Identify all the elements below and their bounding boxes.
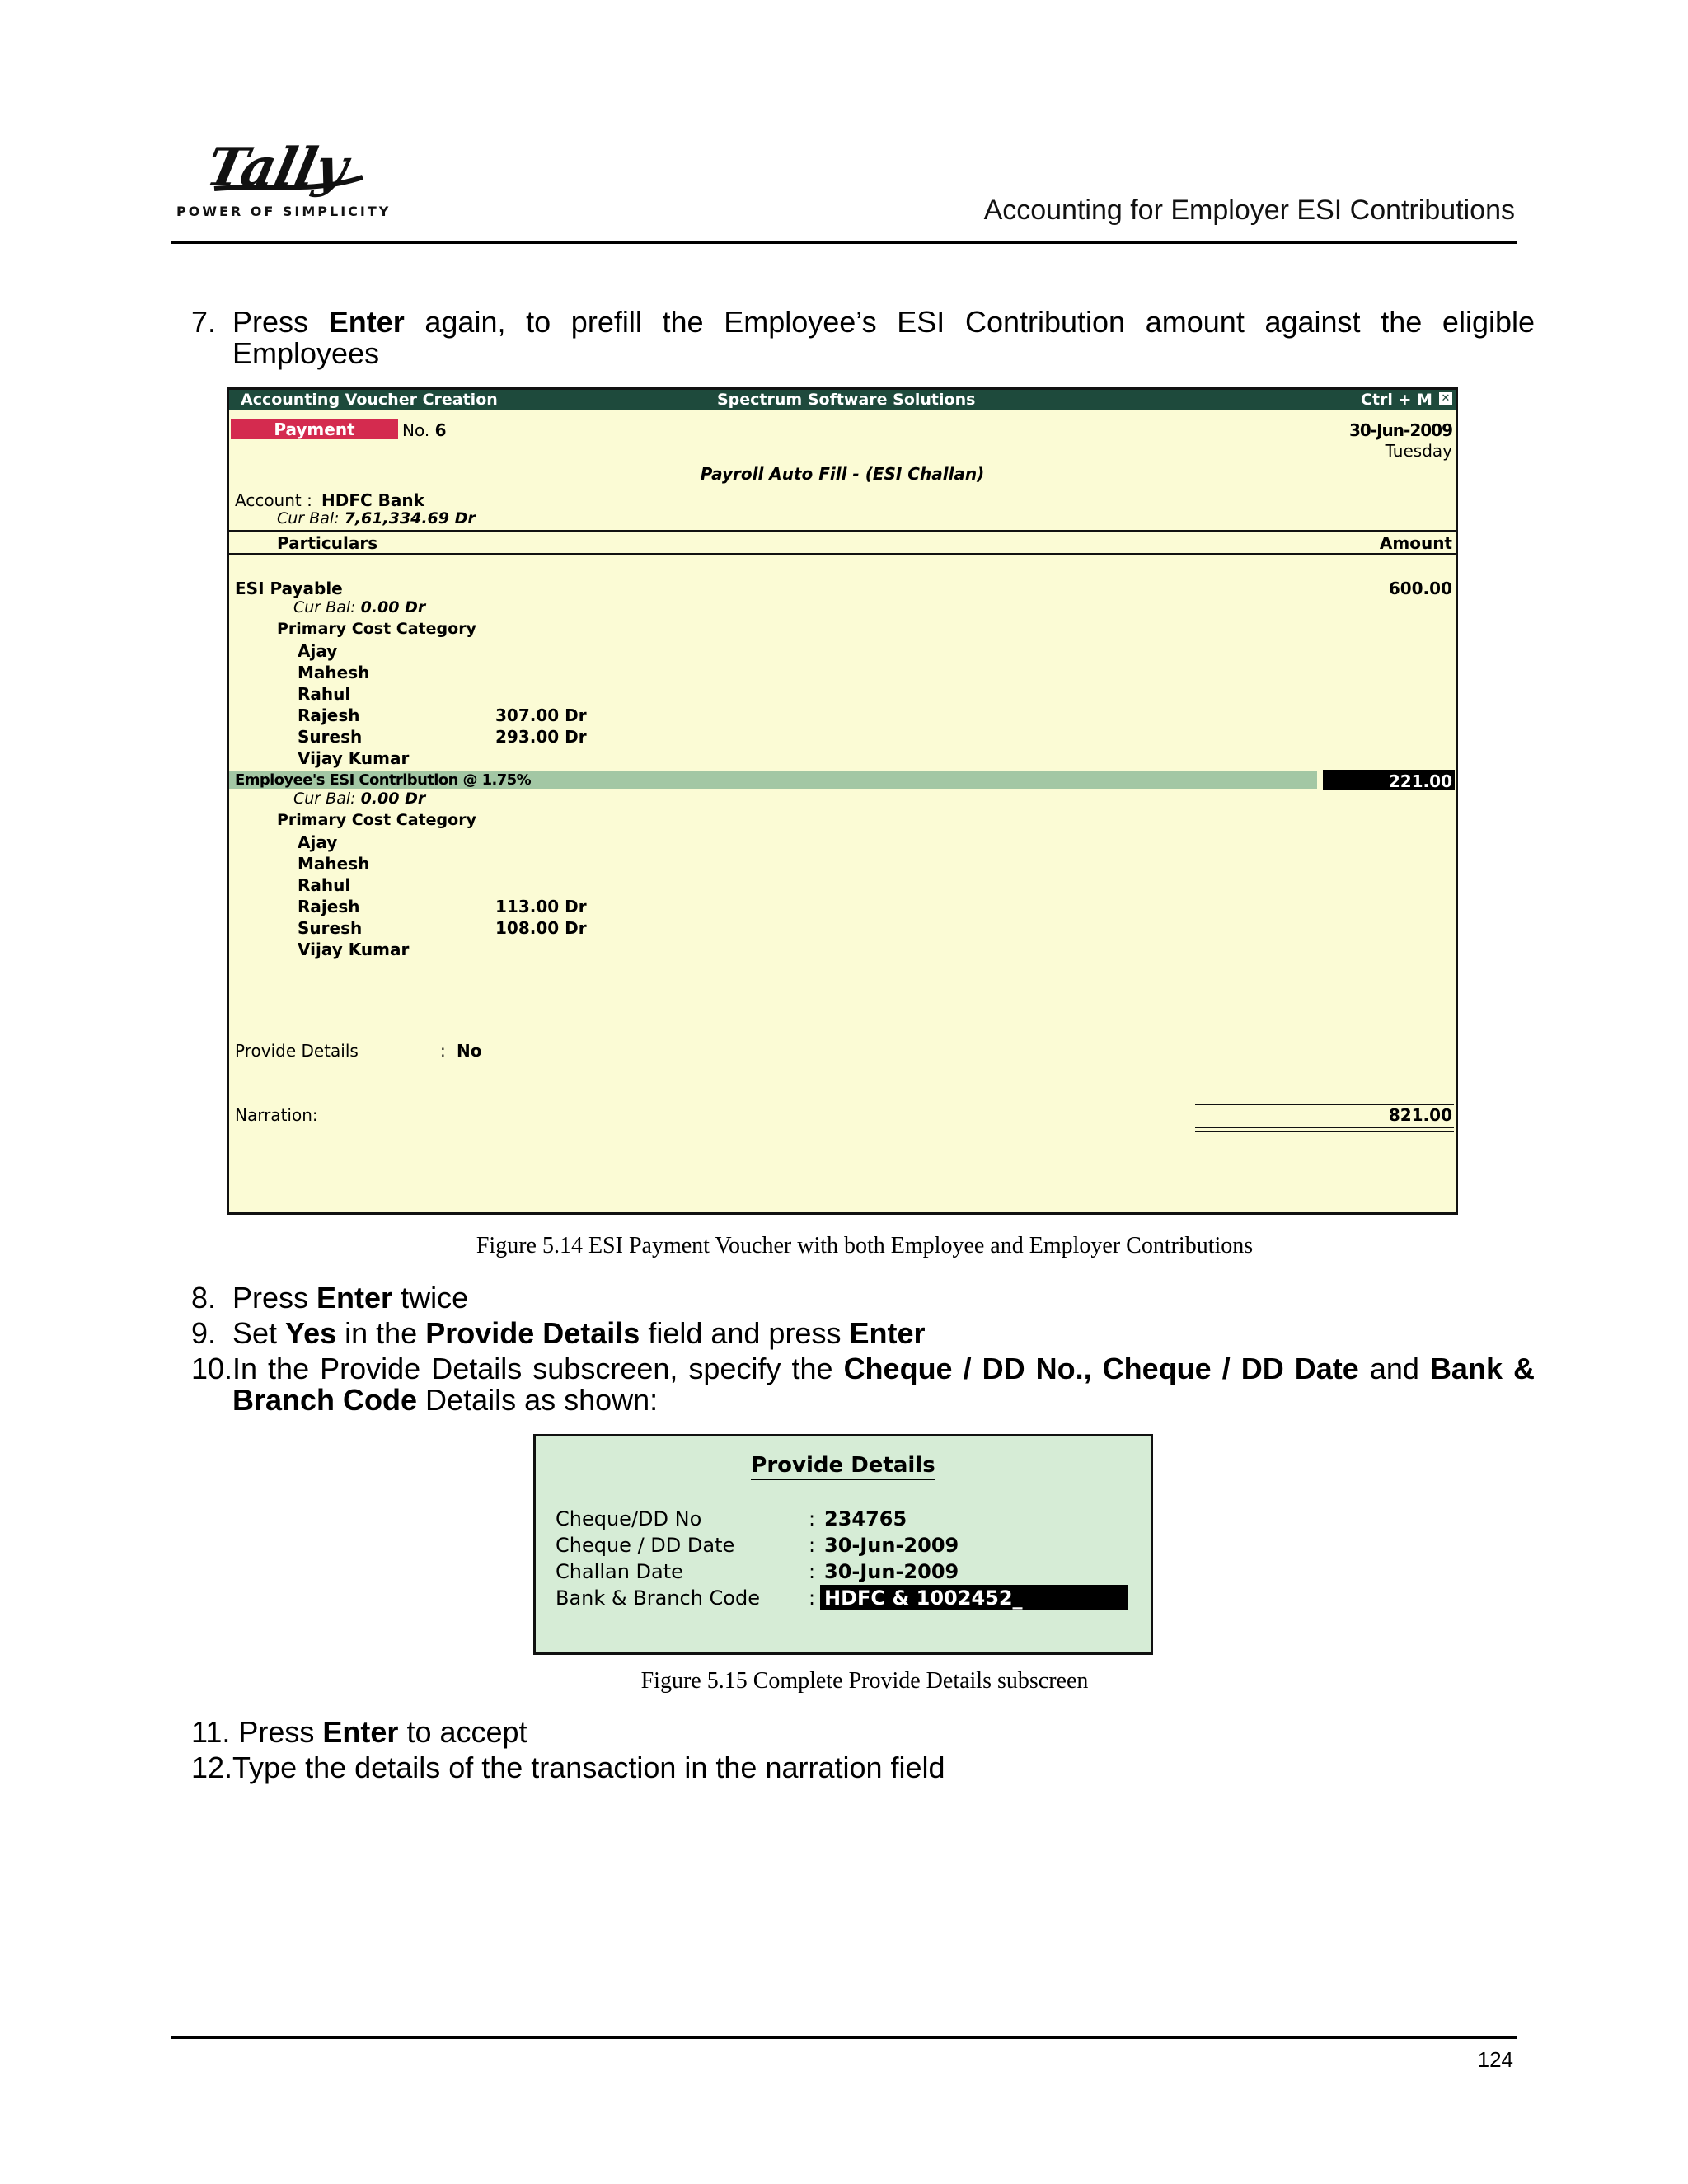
employee-name[interactable]: Mahesh [298, 854, 370, 874]
field-label: Cheque / DD Date [556, 1534, 735, 1557]
employee-name[interactable]: Rajesh [298, 897, 360, 916]
ledger-balance [293, 790, 425, 808]
step-text: twice [392, 1281, 469, 1315]
step-keyword: Enter [849, 1316, 926, 1350]
field-colon: : [809, 1586, 816, 1610]
voucher-day: Tuesday [1385, 441, 1452, 461]
field-colon: : [809, 1560, 816, 1583]
company-name: Spectrum Software Solutions [717, 391, 976, 409]
step-11 [191, 1717, 1493, 1748]
voucher-no-value: 6 [434, 420, 447, 440]
step-text: in the [336, 1316, 426, 1350]
voucher-total: 821.00 [1388, 1105, 1452, 1125]
cheque-no-field[interactable]: 234765 [824, 1507, 907, 1530]
step-text: again, to prefill the Employee’s ESI Contribution amount against the eligible Employees [232, 305, 1535, 370]
page-header-title: Accounting for Employer ESI Contributions [983, 194, 1515, 226]
step-number: 11. [191, 1715, 231, 1749]
provide-details-label: Provide Details [235, 1041, 359, 1061]
page-number: 124 [1477, 2047, 1513, 2072]
voucher-type-badge[interactable]: Payment [231, 419, 398, 439]
employee-name[interactable]: Ajay [298, 832, 338, 852]
subscreen-title [536, 1453, 1151, 1478]
cost-category: Primary Cost Category [277, 620, 476, 638]
svg-text:Tally: Tally [200, 136, 354, 199]
cur-bal-value: 7,61,334.69 Dr [344, 509, 476, 527]
column-rule-bottom [229, 553, 1456, 555]
total-rule-bottom [1195, 1127, 1454, 1128]
step-number: 9. [191, 1316, 217, 1350]
step-keyword: Enter [328, 305, 405, 339]
step-text: and [1358, 1352, 1430, 1385]
employee-amount[interactable]: 113.00 Dr [495, 897, 587, 916]
step-keyword: Enter [322, 1715, 399, 1749]
step-text: Details as shown: [417, 1383, 659, 1417]
bank-branch-field[interactable]: HDFC & 1002452_ [824, 1586, 1023, 1610]
tally-titlebar [229, 390, 1456, 410]
ledger-amount[interactable]: 600.00 [1388, 579, 1452, 598]
voucher-no [402, 420, 446, 440]
step-12 [191, 1752, 1493, 1783]
step-keyword: Cheque / DD No., Cheque / DD Date [843, 1352, 1359, 1385]
ledger-name[interactable]: Employee's ESI Contribution @ 1.75% [235, 771, 532, 789]
col-amount: Amount [1379, 533, 1452, 553]
cur-bal-label: Cur Bal: [293, 790, 356, 808]
challan-date-field[interactable]: 30-Jun-2009 [824, 1560, 959, 1583]
employee-amount[interactable]: 108.00 Dr [495, 918, 587, 938]
step-10 [191, 1353, 1535, 1416]
field-colon: : [809, 1507, 816, 1530]
cur-bal-value: 0.00 Dr [360, 790, 426, 808]
employee-name[interactable]: Rahul [298, 684, 351, 704]
figure-caption: Figure 5.14 ESI Payment Voucher with both Employee and Employer Contributions [476, 1233, 1254, 1258]
field-label: Bank & Branch Code [556, 1586, 760, 1610]
employee-name[interactable]: Rahul [298, 875, 351, 895]
cur-bal-value: 0.00 Dr [360, 598, 426, 616]
step-text: field and press [640, 1316, 850, 1350]
provide-details-value[interactable]: No [457, 1041, 482, 1061]
ledger-amount[interactable]: 221.00 [1388, 771, 1452, 791]
step-text: Type the details of the transaction in the narration field [232, 1750, 945, 1784]
step-text: Press [232, 305, 329, 339]
voucher-date[interactable]: 30-Jun-2009 [1348, 420, 1452, 440]
step-text: In the Provide Details subscreen, specify the [232, 1352, 844, 1385]
close-icon[interactable]: ✕ [1439, 392, 1452, 405]
tally-voucher-screen [227, 387, 1458, 1215]
account-label: Account : [235, 490, 312, 510]
cur-bal-label: Cur Bal: [293, 598, 356, 616]
column-rule-top [229, 530, 1456, 532]
step-text: to accept [398, 1715, 528, 1749]
header-rule [171, 241, 1517, 244]
field-label: Cheque/DD No [556, 1507, 702, 1530]
employee-name[interactable]: Vijay Kumar [298, 940, 410, 959]
step-keyword: Bank & Branch Code [232, 1352, 1535, 1417]
employee-name[interactable]: Suresh [298, 918, 363, 938]
col-particulars: Particulars [277, 533, 378, 553]
step-keyword: Provide Details [425, 1316, 640, 1350]
step-text: Press [230, 1715, 323, 1749]
step-keyword: Yes [285, 1316, 337, 1350]
provide-details-subscreen [533, 1434, 1153, 1655]
voucher-subtitle: Payroll Auto Fill - (ESI Challan) [700, 464, 985, 484]
field-label: Challan Date [556, 1560, 683, 1583]
field-colon: : [809, 1534, 816, 1557]
step-number: 7. [191, 305, 217, 339]
employee-name[interactable]: Ajay [298, 641, 338, 661]
employee-amount[interactable]: 293.00 Dr [495, 727, 587, 747]
employee-name[interactable]: Suresh [298, 727, 363, 747]
cur-bal-label: Cur Bal: [277, 509, 340, 527]
footer-rule [171, 2036, 1517, 2039]
step-7 [191, 307, 1535, 369]
total-rule-double [1195, 1131, 1454, 1132]
cost-category: Primary Cost Category [277, 811, 476, 829]
step-text: Press [232, 1281, 317, 1315]
account-balance [277, 509, 476, 527]
logo-tagline: POWER OF SIMPLICITY [176, 204, 392, 219]
account-name[interactable]: HDFC Bank [321, 490, 424, 510]
titlebar-left: Accounting Voucher Creation [241, 391, 498, 409]
cheque-date-field[interactable]: 30-Jun-2009 [824, 1534, 959, 1557]
step-text: Set [232, 1316, 286, 1350]
step-number: 10. [191, 1352, 233, 1385]
employee-name[interactable]: Vijay Kumar [298, 748, 410, 768]
step-9 [191, 1318, 1493, 1349]
subscreen-title-text: Provide Details [751, 1453, 935, 1480]
ledger-balance [293, 598, 425, 616]
employee-amount[interactable]: 307.00 Dr [495, 705, 587, 725]
voucher-no-label: No. [402, 420, 430, 440]
step-8 [191, 1282, 1493, 1314]
figure-caption: Figure 5.15 Complete Provide Details subscreen [640, 1668, 1089, 1694]
narration-label: Narration: [235, 1105, 318, 1125]
step-number: 12. [191, 1750, 233, 1784]
ledger-name[interactable]: ESI Payable [235, 579, 343, 598]
step-keyword: Enter [316, 1281, 393, 1315]
shortcut-label: Ctrl + M [1361, 391, 1432, 409]
step-number: 8. [191, 1281, 217, 1315]
employee-name[interactable]: Mahesh [298, 663, 370, 682]
employee-name[interactable]: Rajesh [298, 705, 360, 725]
field-colon: : [440, 1041, 446, 1061]
